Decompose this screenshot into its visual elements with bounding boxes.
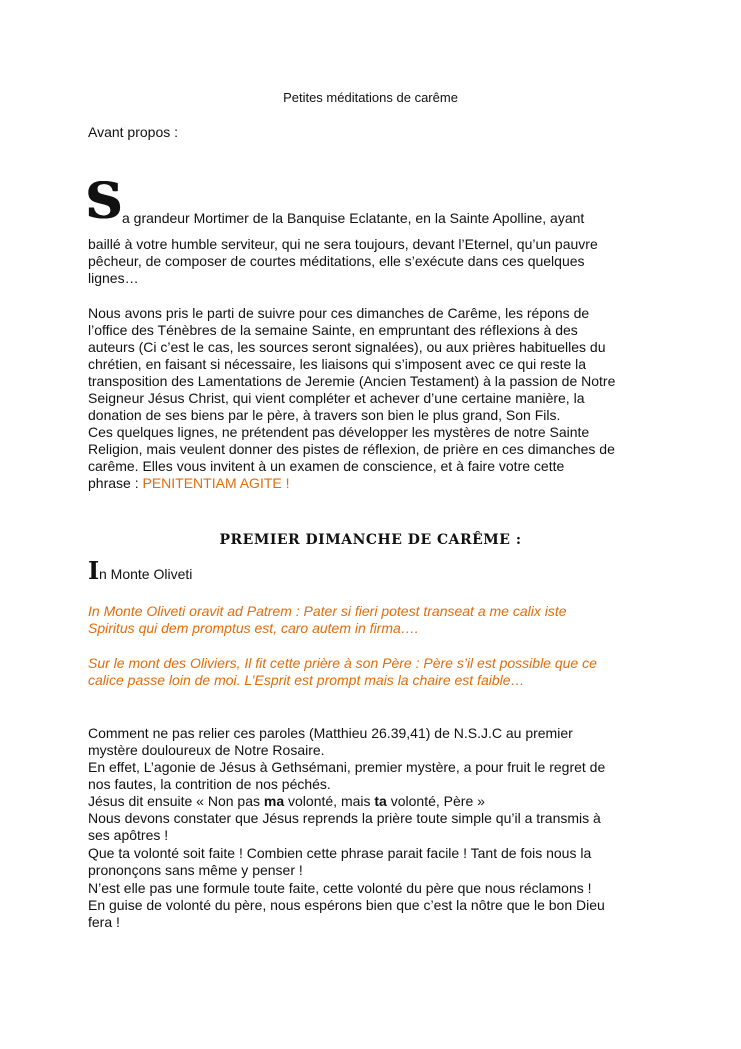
body-line: En guise de volonté du père, nous espérons bien que c’est la nôtre que le bon Dieu xyxy=(88,897,605,913)
intro-line: baillé à votre humble serviteur, qui ne sera toujours, devant l’Eternel, qu’un pauvre xyxy=(88,236,598,252)
phrase-line xyxy=(88,475,290,492)
body-line: N’est elle pas une formule toute faite, cette volonté du père que nous réclamons ! xyxy=(88,880,592,896)
intro-line: lignes… xyxy=(88,270,139,286)
french-quote-line: calice passe loin de moi. L’Esprit est prompt mais la chaire est faible… xyxy=(88,672,525,688)
intro-first-line: a grandeur Mortimer de la Banquise Eclatante, en la Sainte Apolline, ayant xyxy=(122,210,585,226)
jesus-line-part: volonté, Père » xyxy=(386,793,485,809)
body-line: prononçons sans même y penser ! xyxy=(88,862,303,878)
page-title: Petites méditations de carême xyxy=(283,90,458,105)
paragraph-line: chrétien, en faisant si nécessaire, les liaisons qui s’imposent avec ce qui reste la xyxy=(88,356,587,372)
phrase-highlight: PENITENTIAM AGITE ! xyxy=(142,475,290,491)
paragraph-line: donation de ses biens par le père, à travers son bien le plus grand, Son Fils. xyxy=(88,407,561,423)
jesus-line-bold: ta xyxy=(374,793,387,809)
paragraph-line: Ces quelques lignes, ne prétendent pas développer les mystères de notre Sainte xyxy=(88,424,590,440)
body-line: Comment ne pas relier ces paroles (Matthieu 26.39,41) de N.S.J.C au premier xyxy=(88,725,573,741)
french-quote-line: Sur le mont des Oliviers, Il fit cette prière à son Père : Père s’il est possible que ce xyxy=(88,655,597,671)
phrase-prefix: phrase : xyxy=(88,475,143,491)
jesus-line-bold: ma xyxy=(263,793,285,809)
paragraph-line: l’office des Ténèbres de la semaine Sainte, en empruntant des réflexions à des xyxy=(88,322,578,338)
body-line: En effet, L’agonie de Jésus à Gethsémani, premier mystère, a pour fruit le regret de xyxy=(88,759,606,775)
body-line: fera ! xyxy=(88,914,120,930)
jesus-line-part: Jésus dit ensuite « Non pas xyxy=(88,793,264,809)
paragraph-line: Seigneur Jésus Christ, qui vient compléter et achever d’une certaine manière, la xyxy=(88,390,585,406)
intro-line: pêcheur, de composer de courtes méditations, elle s’exécute dans ces quelques xyxy=(88,253,585,269)
body-line: Que ta volonté soit faite ! Combien cette phrase parait facile ! Tant de fois nous la xyxy=(88,845,592,861)
paragraph-line: transposition des Lamentations de Jeremie (Ancien Testament) à la passion de Notre xyxy=(88,373,616,389)
body-line: ses apôtres ! xyxy=(88,827,169,843)
drop-cap-s: S xyxy=(86,171,123,230)
section-heading: PREMIER DIMANCHE DE CARÊME : xyxy=(219,532,522,548)
paragraph-line: auteurs (Ci c’est le cas, les sources seront signalées), ou aux prières habituelles du xyxy=(88,339,606,355)
paragraph-line: Religion, mais veulent donner des pistes de réflexion, de prière en ces dimanches de xyxy=(88,441,615,457)
paragraph-line: carême. Elles vous invitent à un examen de conscience, et à faire votre cette xyxy=(88,458,565,474)
jesus-line-part: volonté, mais xyxy=(284,793,375,809)
body-line: nos fautes, la contrition de nos péchés. xyxy=(88,776,331,792)
body-line: Nous devons constater que Jésus reprends la prière toute simple qu’il a transmis à xyxy=(88,810,601,826)
jesus-line xyxy=(88,793,485,810)
latin-quote-line: In Monte Oliveti oravit ad Patrem : Pater si fieri potest transeat a me calix iste xyxy=(88,603,567,619)
paragraph-line: Nous avons pris le parti de suivre pour ces dimanches de Carême, les répons de xyxy=(88,305,590,321)
latin-quote-line: Spiritus qui dem promptus est, caro autem in firma…. xyxy=(88,620,419,636)
drop-cap-i: I xyxy=(88,556,100,585)
section-intro-text: n Monte Oliveti xyxy=(99,566,193,582)
foreword-label: Avant propos : xyxy=(88,124,179,140)
body-line: mystère douloureux de Notre Rosaire. xyxy=(88,742,325,758)
